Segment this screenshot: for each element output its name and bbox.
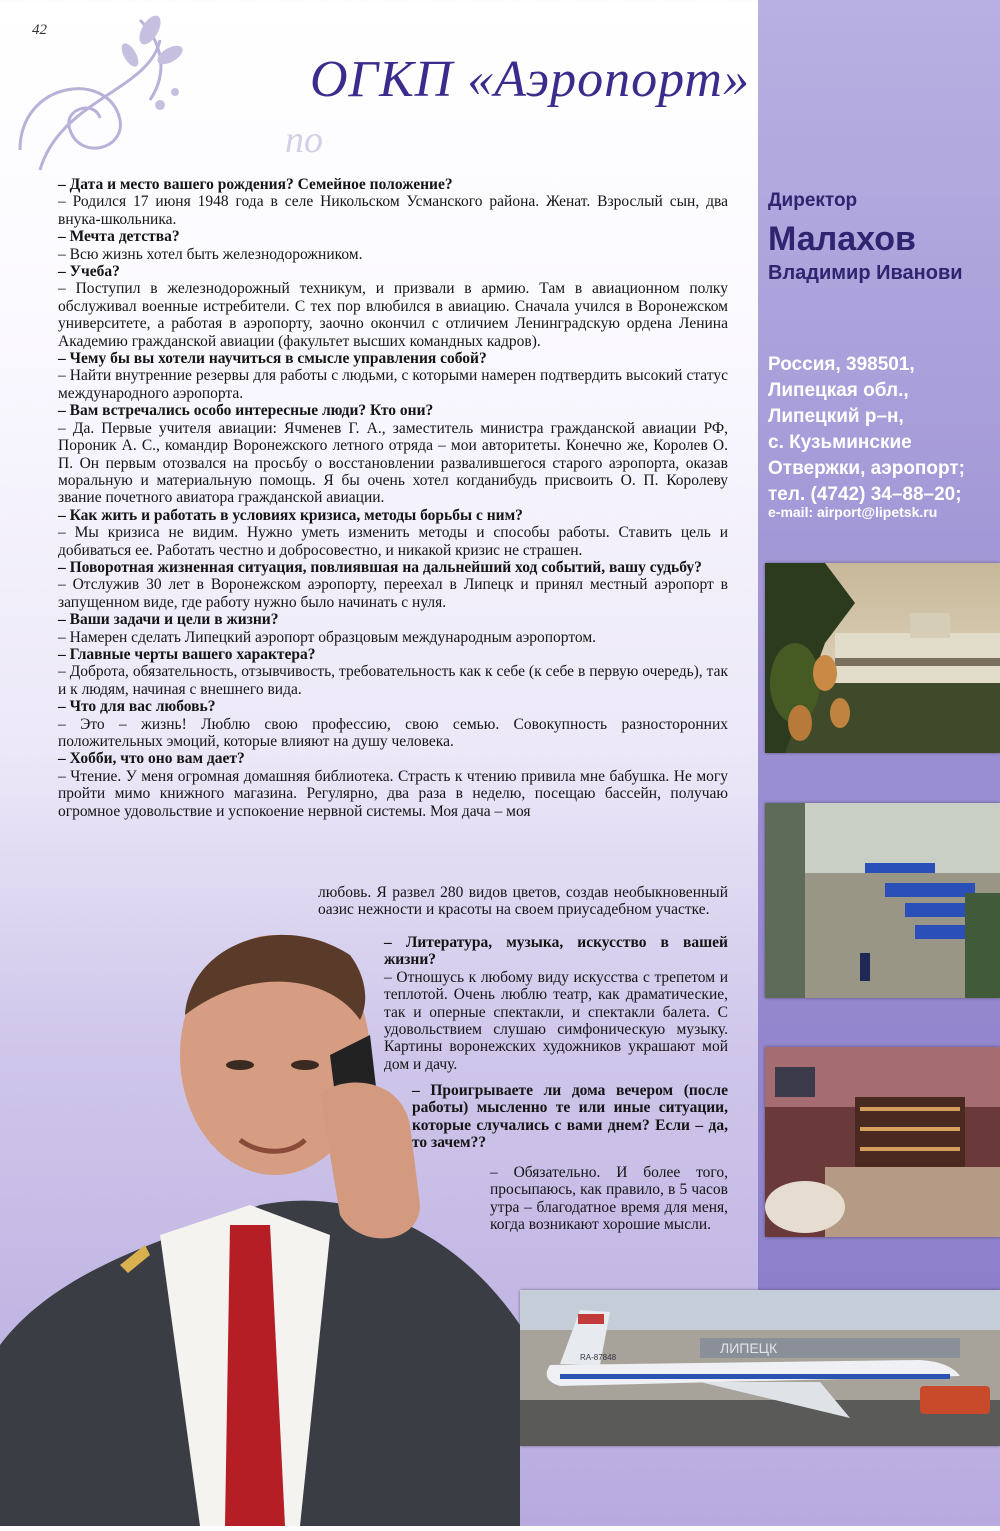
answer: – Да. Первые учителя авиации: Ячменев Г. А., заместитель министра гражданской авиации РФ, Пороник А. С., командир Воронежского летного отряда – мои авторитеты. Конечно же, Королев О. П. Он первым отозвался на просьбу о восстановлении развалившегося старого аэропорта, оказав моральную и материальную помощь. Я бы очень хотел когданибудь присвоить О. П. Королеву звание почетного авиатора гражданской авиации. (58, 419, 728, 507)
question: – Учеба? (58, 263, 120, 281)
question: – Поворотная жизненная ситуация, повлиявшая на дальнейший ход событий, вашу судьбу? (58, 558, 702, 576)
ghost-text: по (285, 119, 323, 161)
answer: – Мы кризиса не видим. Нужно уметь изменить методы и способы работы. Ставить цель и добиваться ее. Работать честно и добросовестно, и никакой кризис не страшен. (58, 524, 728, 559)
contact-email[interactable]: e-mail: airport@lipetsk.ru (768, 504, 938, 520)
director-surname: Малахов (768, 220, 916, 258)
answer: – Найти внутренние резервы для работы с людьми, с которыми намерен подтвердить высокий статус международного аэропорта. (58, 367, 728, 402)
address-line: Отвержки, аэропорт; (768, 458, 965, 479)
answer: – Отслужив 30 лет в Воронежском аэропорту, переехал в Липецк и принял местный аэропорт в запущенном виде, где работу нужно было начинать с нуля. (58, 576, 728, 611)
address-line: тел. (4742) 34–88–20; (768, 484, 962, 505)
address-line: Липецкий р–н, (768, 406, 904, 427)
question: – Вам встречались особо интересные люди? Кто они? (58, 402, 434, 420)
airplane-photo (520, 1290, 1000, 1446)
question: – Хобби, что оно вам дает? (58, 750, 245, 768)
answer: – Обязательно. И более того, просыпаюсь, как правило, в 5 часов утра – благодатное время для меня, когда возникают хорошие мысли. (490, 1164, 728, 1234)
interview-section-tail (384, 934, 728, 1073)
question: – Как жить и работать в условиях кризиса, методы борьбы с ним? (58, 506, 523, 524)
airplane-registration: RA-87848 (580, 1353, 617, 1362)
page-number: 42 (32, 22, 47, 38)
answer: – Отношусь к любому виду искусства с трепетом и теплотой. Очень люблю театр, как драматические, так и оперные спектакли, и спектакли балета. С удовольствием слушаю симфоническую музыку. Картины воронежских художников украшают мой дом и дачу. (384, 968, 728, 1073)
answer: – Это – жизнь! Люблю свою профессию, свою семью. Совокупность разносторонних положительных эмоций, которые влияют на душу человека. (58, 715, 728, 750)
interview-section (58, 176, 728, 820)
airport-bar-photo (765, 1047, 1000, 1237)
question: – Главные черты вашего характера? (58, 645, 316, 663)
answer: – Всю жизнь хотел быть железнодорожником. (58, 245, 363, 263)
answer: – Чтение. У меня огромная домашняя библиотека. Страсть к чтению привила мне бабушка. Не могу пройти мимо книжного магазина. Регулярно, два раза в неделю, посещаю бассейн, получаю огромное удовольствие и успокоение нервной системы. Моя дача – моя (58, 767, 728, 820)
question: – Проигрываете ли дома вечером (после работы) мысленно те или иные ситуации, которые случались с вами днем? Если – да, то зачем?? (412, 1082, 728, 1152)
question: – Литература, музыка, искусство в вашей жизни? (384, 934, 728, 969)
question: – Ваши задачи и цели в жизни? (58, 611, 279, 629)
director-given-names: Владимир Иванови (768, 262, 963, 284)
address-line: Липецкая обл., (768, 380, 909, 401)
answer: – Поступил в железнодорожный техникум, и призвали в армию. Там в авиационном полку обслуживал военные истребители. С тех пор влюбился в авиацию. Сначала учился в Воронежском университете, а работая в аэропорту, заочно окончил с отличием Ленинградскую ордена Ленина Академию гражданской авиации (факультет высших командных кадров). (58, 280, 728, 350)
answer: – Доброта, обязательность, отзывчивость, требовательность как к себе (к себе в первую очередь), так и к людям, начиная с внешнего вида. (58, 663, 728, 698)
director-role: Директор (768, 190, 858, 211)
interview-final-answer (490, 1164, 728, 1234)
airport-sign: ЛИПЕЦК (720, 1340, 778, 1356)
contact-address (768, 352, 965, 508)
interview-continuation (318, 884, 728, 919)
question: – Мечта детства? (58, 228, 180, 246)
interview-final-question (412, 1082, 728, 1152)
answer-continuation: любовь. Я развел 280 видов цветов, создав необыкновенный оазис нежности и красоты на своем приусадебном участке. (318, 884, 728, 919)
terminal-hall-photo (765, 803, 1000, 998)
page-title: ОГКП «Аэропорт» (310, 51, 750, 108)
question: – Чему бы вы хотели научиться в смысле управления собой? (58, 350, 487, 368)
address-line: с. Кузьминские (768, 432, 912, 453)
question: – Что для вас любовь? (58, 698, 216, 716)
answer: – Намерен сделать Липецкий аэропорт образцовым международным аэропортом. (58, 628, 597, 646)
question: – Дата и место вашего рождения? Семейное положение? (58, 176, 453, 193)
answer: – Родился 17 июня 1948 года в селе Никольском Усманского района. Женат. Взрослый сын, два внука-школьника. (58, 193, 728, 228)
address-line: Россия, 398501, (768, 354, 915, 375)
terminal-exterior-photo (765, 563, 1000, 753)
